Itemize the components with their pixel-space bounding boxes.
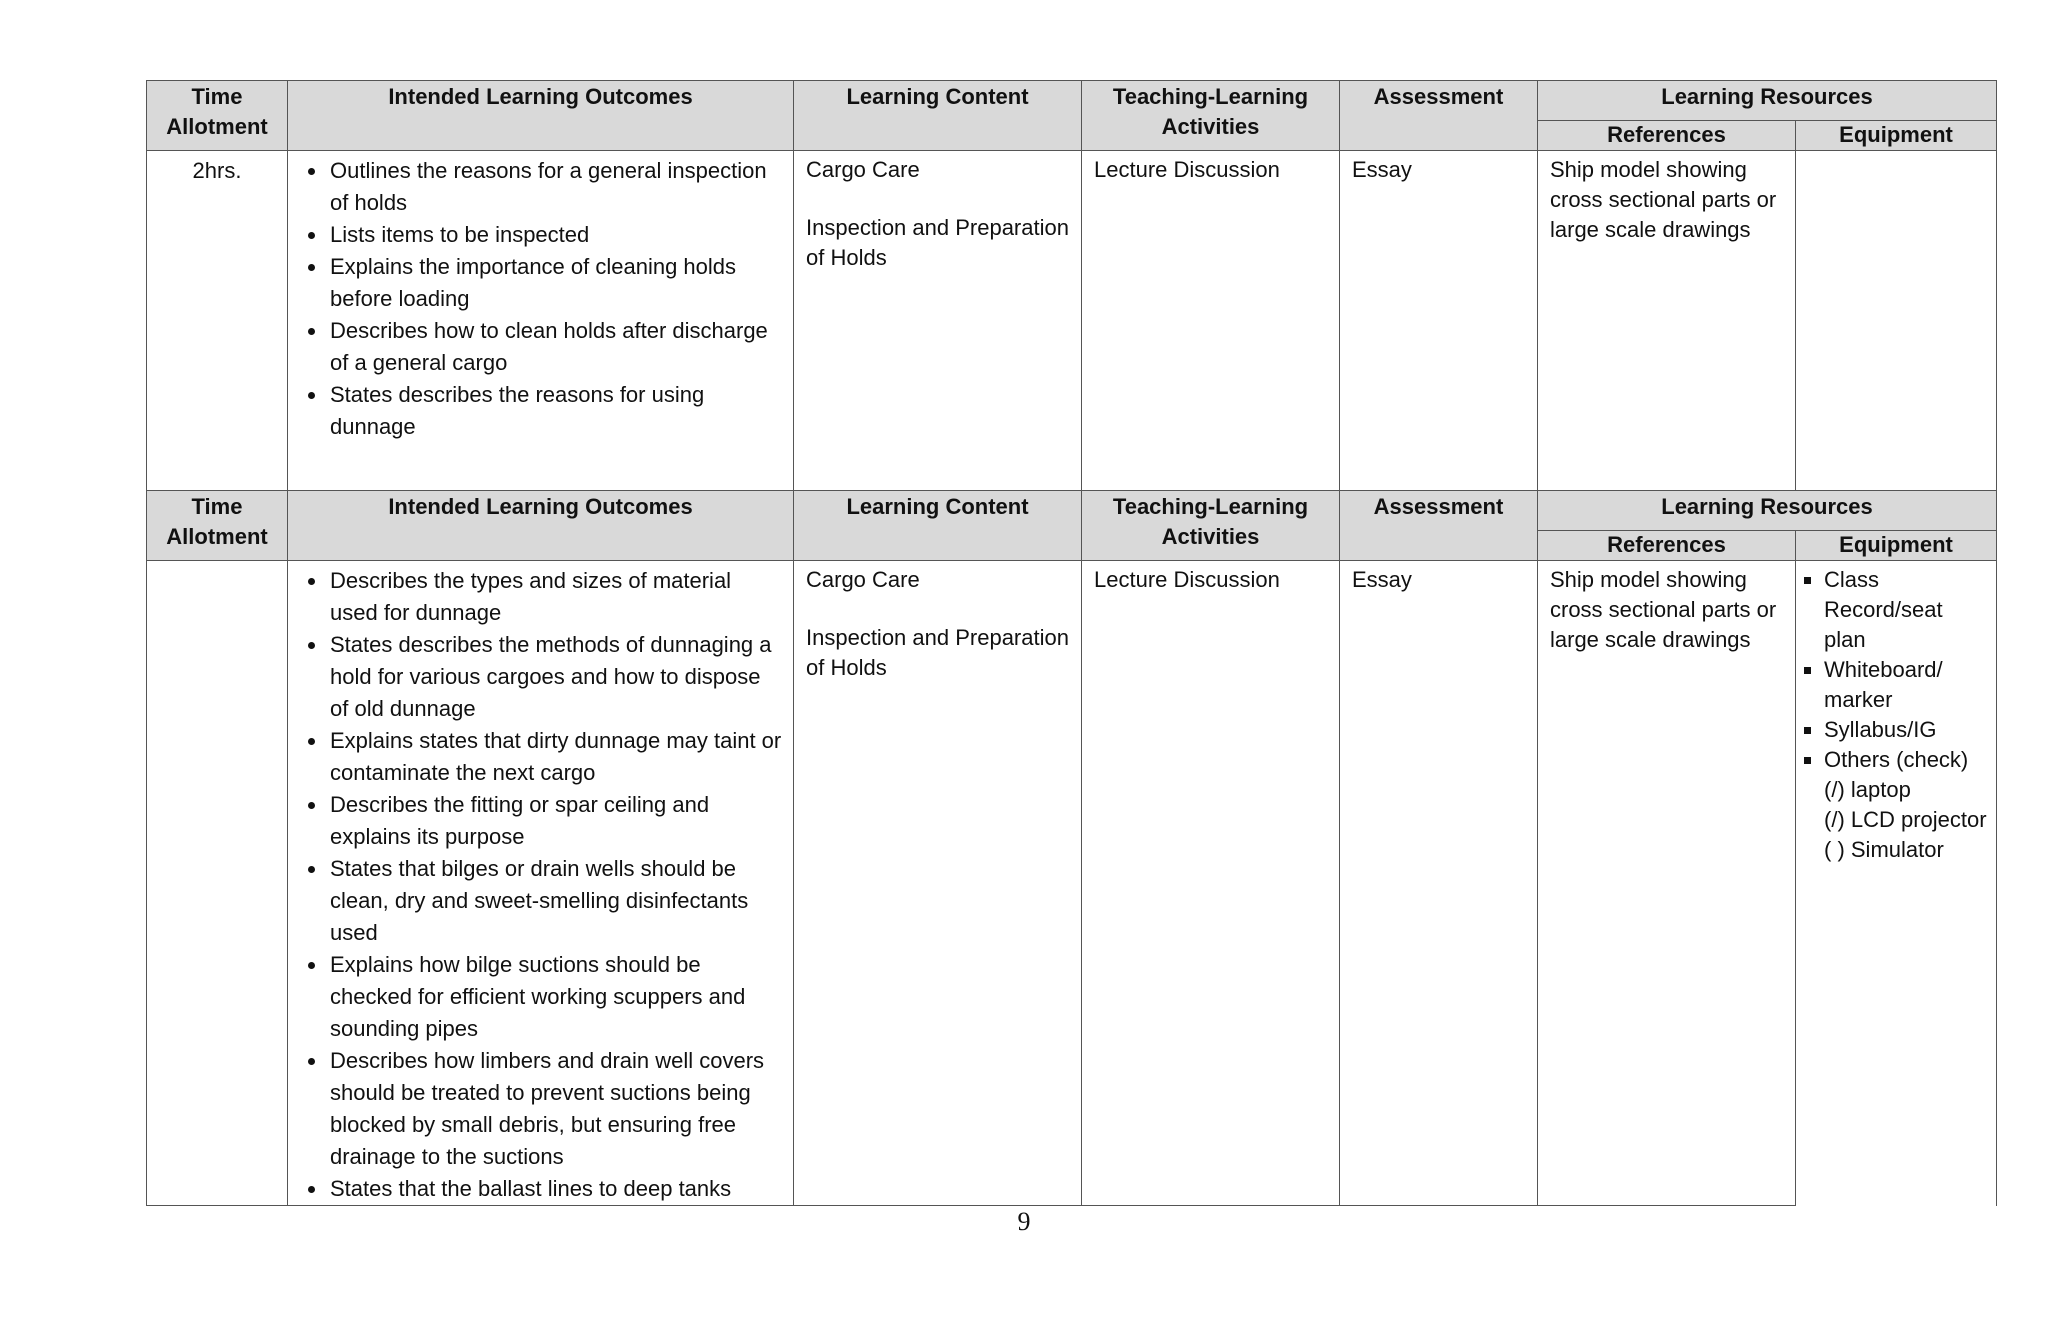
table-header-row (147, 81, 1997, 121)
equipment-item (1824, 745, 1990, 865)
content-detail: Inspection and Preparation of Holds (806, 625, 1069, 680)
equipment-item: ▪ Class Record/seat plan (1824, 565, 1990, 655)
header-intended-learning-outcomes: Intended Learning Outcomes (288, 81, 794, 151)
list-item: • Describes the fitting or spar ceiling and explains its purpose (328, 789, 783, 853)
equipment-subitem: (/) LCD projector (1824, 807, 1987, 832)
header-intended-learning-outcomes: Intended Learning Outcomes (288, 491, 794, 561)
header-equipment: Equipment (1796, 121, 1997, 151)
assessment-cell: Essay (1340, 561, 1538, 1206)
table-row (147, 561, 1997, 1206)
references-cell: Ship model showing cross sectional parts or large scale drawings (1538, 561, 1796, 1206)
table-row (147, 151, 1997, 491)
header-equipment: Equipment (1796, 531, 1997, 561)
header-learning-resources: Learning Resources (1538, 491, 1997, 531)
list-item: • States that the ballast lines to deep tanks (328, 1173, 783, 1205)
header-teaching-learning-activities: Teaching-Learning Activities (1082, 491, 1340, 561)
outcomes-list (288, 155, 783, 443)
header-assessment: Assessment (1340, 491, 1538, 561)
table-header-row (147, 491, 1997, 531)
learning-content-cell (794, 151, 1082, 491)
outcomes-cell (288, 151, 794, 491)
header-time-allotment: Time Allotment (147, 491, 288, 561)
header-references: References (1538, 121, 1796, 151)
list-item: • Lists items to be inspected (328, 219, 783, 251)
equipment-subitem: ( ) Simulator (1824, 837, 1944, 862)
list-item: • Describes how limbers and drain well covers should be treated to prevent suctions being blocked by small debris, but ensuring free drainage to the suctions (328, 1045, 783, 1173)
header-teaching-learning-activities: Teaching-Learning Activities (1082, 81, 1340, 151)
learning-content-cell (794, 561, 1082, 1206)
time-allotment-cell (147, 561, 288, 1206)
content-detail: Inspection and Preparation of Holds (806, 215, 1069, 270)
equipment-cell (1796, 151, 1997, 491)
equipment-cell (1796, 561, 1997, 1206)
time-allotment-cell: 2hrs. (147, 151, 288, 491)
outcomes-cell (288, 561, 794, 1206)
equipment-item: ▪ Syllabus/IG (1824, 715, 1990, 745)
references-cell: Ship model showing cross sectional parts or large scale drawings (1538, 151, 1796, 491)
assessment-cell: Essay (1340, 151, 1538, 491)
content-title: Cargo Care (806, 157, 920, 182)
list-item: • Explains states that dirty dunnage may taint or contaminate the next cargo (328, 725, 783, 789)
page-number: 9 (1017, 1207, 1031, 1236)
list-item: • Explains how bilge suctions should be checked for efficient working scuppers and sounding pipes (328, 949, 783, 1045)
header-learning-content: Learning Content (794, 491, 1082, 561)
outcomes-list (288, 565, 783, 1205)
header-references: References (1538, 531, 1796, 561)
list-item: • Outlines the reasons for a general inspection of holds (328, 155, 783, 219)
equipment-item: ▪ Whiteboard/ marker (1824, 655, 1990, 715)
equipment-item-label: ▪ Others (check) (1824, 747, 1969, 772)
activities-cell: Lecture Discussion (1082, 561, 1340, 1206)
list-item: • Describes the types and sizes of material used for dunnage (328, 565, 783, 629)
header-learning-resources: Learning Resources (1538, 81, 1997, 121)
list-item: • States that bilges or drain wells should be clean, dry and sweet-smelling disinfectants used (328, 853, 783, 949)
syllabus-table-2 (146, 490, 1997, 1206)
equipment-list (1796, 565, 1990, 865)
list-item: • Describes how to clean holds after discharge of a general cargo (328, 315, 783, 379)
activities-cell: Lecture Discussion (1082, 151, 1340, 491)
list-item: • States describes the methods of dunnaging a hold for various cargoes and how to dispose of old dunnage (328, 629, 783, 725)
header-assessment: Assessment (1340, 81, 1538, 151)
header-learning-content: Learning Content (794, 81, 1082, 151)
syllabus-table-1 (146, 80, 1997, 491)
list-item: • States describes the reasons for using dunnage (328, 379, 783, 443)
list-item: • Explains the importance of cleaning holds before loading (328, 251, 783, 315)
equipment-subitem: (/) laptop (1824, 777, 1911, 802)
header-time-allotment: Time Allotment (147, 81, 288, 151)
content-title: Cargo Care (806, 567, 920, 592)
